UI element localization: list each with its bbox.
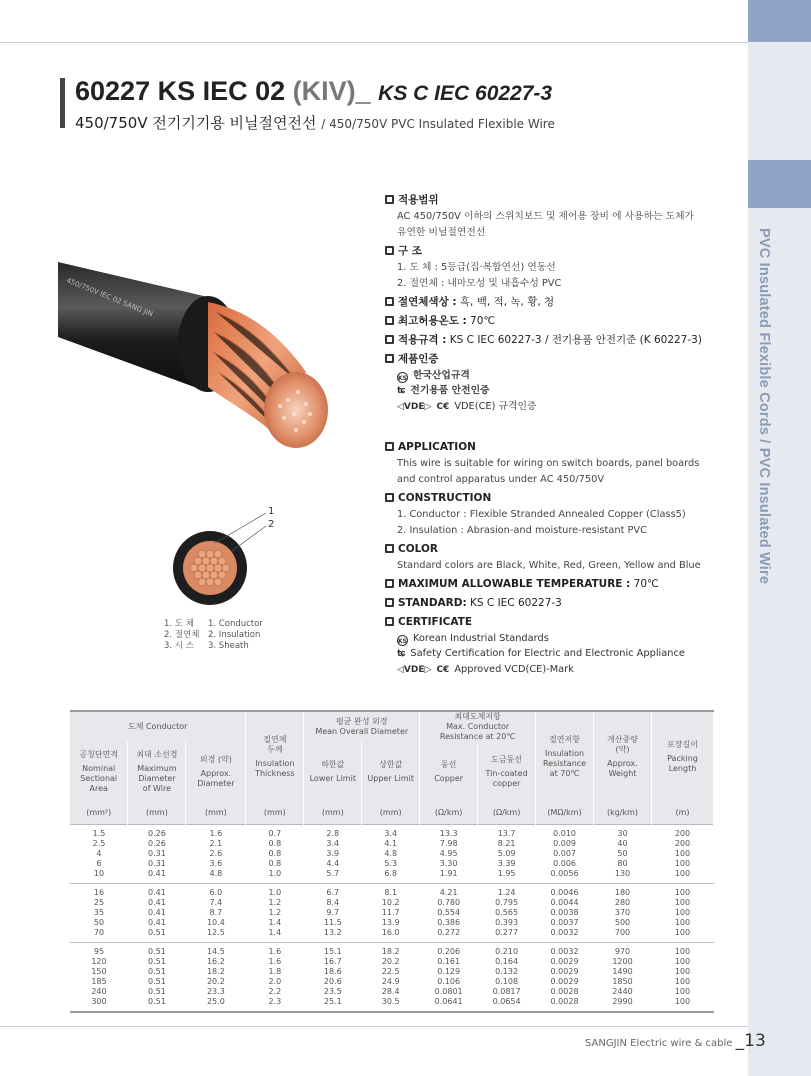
title-sep: _ xyxy=(355,76,379,106)
table-cell: 0.210 xyxy=(478,942,536,957)
title-accent-bar xyxy=(60,78,65,128)
table-cell: 2.3 xyxy=(268,996,282,1006)
table-cell: 100 xyxy=(674,858,691,868)
table-cell: 180 xyxy=(594,883,652,898)
table-cell: 5.3 xyxy=(384,858,398,868)
table-cell: 16.0 xyxy=(381,927,400,937)
spec-heading: CONSTRUCTION xyxy=(385,490,745,507)
bracket-icon xyxy=(385,246,394,255)
table-cell: 10.2 xyxy=(381,897,400,907)
table-cell: 300 xyxy=(91,996,107,1006)
table-cell: 0.51 xyxy=(128,942,186,957)
table-cell: 100 xyxy=(674,966,691,976)
table-cell: 100 xyxy=(674,907,691,917)
table-cell: 0.51 xyxy=(148,927,166,937)
table-cell: 4.95 xyxy=(439,848,458,858)
unit-cell: (mm) xyxy=(186,802,246,824)
table-cell: 0.51 xyxy=(148,976,166,986)
table-cell: 18.2 xyxy=(206,966,225,976)
table-cell: 0.0029 xyxy=(550,956,579,966)
table-row xyxy=(70,898,714,908)
table-cell: 1.0 xyxy=(246,883,304,898)
table-cell: 5.09 xyxy=(497,848,516,858)
table-cell: 25.1 xyxy=(323,996,342,1006)
table-cell: 0.206 xyxy=(420,942,478,957)
spec-heading: MAXIMUM ALLOWABLE TEMPERATURE : 70℃ xyxy=(385,576,745,593)
table-cell: 18.6 xyxy=(323,966,342,976)
footer-text: SANGJIN Electric wire & cable xyxy=(585,1038,736,1049)
table-cell: 95 xyxy=(70,942,128,957)
header-area: 공칭단면적 Nominal Sectional Area xyxy=(70,742,128,802)
table-cell: 6.7 xyxy=(304,883,362,898)
table-cell: 100 xyxy=(674,897,691,907)
side-section-label: PVC Insulated Flexible Cords / PVC Insulated Wire xyxy=(756,228,772,585)
table-cell: 3.39 xyxy=(497,858,516,868)
table-cell: 4.8 xyxy=(384,848,398,858)
table-cell: 2.2 xyxy=(268,986,282,996)
table-cell: 8.7 xyxy=(209,907,223,917)
bracket-icon xyxy=(385,579,394,588)
table-cell: 13.7 xyxy=(478,824,536,839)
table-cell: 0.41 xyxy=(128,883,186,898)
header-lower: 하한값 Lower Limit xyxy=(304,742,362,802)
table-cell: 0.31 xyxy=(148,858,166,868)
table-cell: 1.5 xyxy=(70,824,128,839)
table-cell: 280 xyxy=(614,897,631,907)
table-cell: 0.009 xyxy=(553,838,576,848)
page-subtitle xyxy=(75,112,555,133)
spec-heading: 최고허용온도 : 70℃ xyxy=(385,313,745,330)
side-tab-active xyxy=(748,160,811,208)
table-cell: 1.6 xyxy=(268,956,282,966)
table-cell: 1.6 xyxy=(186,824,246,839)
table-cell: 100 xyxy=(674,848,691,858)
table-cell: 8.21 xyxy=(497,838,516,848)
table-cell: 1.4 xyxy=(268,927,282,937)
table-cell: 0.8 xyxy=(268,848,282,858)
table-cell: 0.0654 xyxy=(492,996,521,1006)
table-cell: 130 xyxy=(614,868,631,878)
table-cell: 1.91 xyxy=(439,868,458,878)
callout-2: 2 xyxy=(268,519,275,530)
table-cell: 1490 xyxy=(612,966,633,976)
cross-section-callouts xyxy=(268,505,274,531)
side-bar xyxy=(748,42,811,160)
header-upper: 상한값 Upper Limit xyxy=(362,742,420,802)
table-cell: 100 xyxy=(674,976,691,986)
spec-section xyxy=(385,190,745,678)
footer-rule xyxy=(0,1026,748,1027)
header-insulation-resistance: 절연저항 Insulation Resistance at 70℃ xyxy=(536,711,594,802)
header-weight: 개산중량 (약) Approx. Weight xyxy=(594,711,652,802)
table-cell: 370 xyxy=(614,907,631,917)
table-cell: 120 xyxy=(91,956,107,966)
bracket-icon xyxy=(385,442,394,451)
table-cell: 80 xyxy=(617,858,628,868)
table-cell: 20.2 xyxy=(381,956,400,966)
table-cell: 100 xyxy=(674,868,691,878)
table-cell: 25.0 xyxy=(206,996,225,1006)
spec-heading: APPLICATION xyxy=(385,439,745,456)
table-cell: 970 xyxy=(594,942,652,957)
header-packing: 포장길이 Packing Length xyxy=(651,711,713,802)
table-cell: 8.1 xyxy=(362,883,420,898)
cross-section-diagram xyxy=(170,513,280,613)
ce-mark-icon: C€ xyxy=(436,402,450,412)
cert-item: ʨ 전기용품 안전인증 xyxy=(397,383,745,399)
spec-heading: 제품인증 xyxy=(385,351,745,368)
table-cell: 0.0037 xyxy=(550,917,579,927)
table-cell: 16.2 xyxy=(206,956,225,966)
table-cell: 9.7 xyxy=(326,907,340,917)
table-cell: 0.0032 xyxy=(536,942,594,957)
table-cell: 12.5 xyxy=(206,927,225,937)
table-cell: 0.0029 xyxy=(550,976,579,986)
table-row xyxy=(70,839,714,849)
cert-item: ʨ Safety Certification for Electric and Electronic Appliance xyxy=(397,646,745,662)
table-row xyxy=(70,918,714,928)
table-cell: 1.2 xyxy=(268,907,282,917)
header-mean-diameter: 평균 완성 외경 Mean Overall Diameter xyxy=(304,711,420,742)
table-cell: 1.0 xyxy=(268,868,282,878)
table-cell: 500 xyxy=(614,917,631,927)
table-cell: 10.4 xyxy=(206,917,225,927)
table-cell: 1.6 xyxy=(246,942,304,957)
page-title xyxy=(75,76,552,107)
table-cell: 0.31 xyxy=(148,848,166,858)
table-cell: 2.6 xyxy=(209,848,223,858)
table-cell: 1.8 xyxy=(268,966,282,976)
table-row xyxy=(70,928,714,943)
table-cell: 0.0029 xyxy=(550,966,579,976)
table-cell: 1.24 xyxy=(478,883,536,898)
table-cell: 1850 xyxy=(612,976,633,986)
spec-body: This wire is suitable for wiring on switch boards, panel boards and control apparatus under AC 450/750V xyxy=(397,458,700,485)
table-cell: 0.41 xyxy=(148,907,166,917)
table-cell: 240 xyxy=(91,986,107,996)
page-number: _13 xyxy=(735,1031,766,1051)
table-cell: 0.0817 xyxy=(492,986,521,996)
table-cell: 2440 xyxy=(612,986,633,996)
page-footer xyxy=(585,1031,766,1051)
table-cell: 16.7 xyxy=(323,956,342,966)
table-cell: 2.0 xyxy=(268,976,282,986)
table-cell: 7.98 xyxy=(439,838,458,848)
spec-heading: 적용범위 xyxy=(385,192,745,209)
unit-cell: (mm) xyxy=(246,802,304,824)
table-cell: 16 xyxy=(70,883,128,898)
table-cell: 0.0046 xyxy=(536,883,594,898)
table-cell: 14.5 xyxy=(186,942,246,957)
table-cell: 100 xyxy=(651,942,713,957)
table-cell: 11.7 xyxy=(381,907,400,917)
safety-mark-icon: ʨ xyxy=(397,386,406,396)
table-row xyxy=(70,997,714,1012)
table-cell: 0.006 xyxy=(553,858,576,868)
table-cell: 13.2 xyxy=(323,927,342,937)
table-row xyxy=(70,824,714,839)
table-cell: 0.007 xyxy=(553,848,576,858)
table-row xyxy=(70,967,714,977)
table-cell: 35 xyxy=(93,907,105,917)
title-standard: KS C IEC 60227-3 xyxy=(378,82,553,105)
table-row xyxy=(70,977,714,987)
table-cell: 0.26 xyxy=(128,824,186,839)
table-row xyxy=(70,987,714,997)
table-cell: 25 xyxy=(93,897,105,907)
table-cell: 100 xyxy=(651,883,713,898)
table-cell: 0.0028 xyxy=(550,986,579,996)
table-cell: 1.2 xyxy=(268,897,282,907)
unit-cell: (mm) xyxy=(304,802,362,824)
table-cell: 30.5 xyxy=(381,996,400,1006)
unit-cell: (Ω/km) xyxy=(420,802,478,824)
table-cell: 7.4 xyxy=(209,897,223,907)
table-cell: 0.51 xyxy=(148,956,166,966)
bracket-icon xyxy=(385,195,394,204)
spec-body: 1. Conductor : Flexible Stranded Annealed Copper (Class5) 2. Insulation : Abrasion-and moisture-resistant PVC xyxy=(397,509,686,536)
title-paren: (KIV) xyxy=(292,76,356,106)
table-cell: 0.26 xyxy=(148,838,166,848)
callout-1: 1 xyxy=(268,506,275,517)
table-cell: 0.0801 xyxy=(434,986,463,996)
table-row xyxy=(70,883,714,898)
bracket-icon xyxy=(385,493,394,502)
table-cell: 100 xyxy=(674,927,691,937)
legend-item: 2. 절연체 2. Insulation xyxy=(164,630,261,640)
table-cell: 28.4 xyxy=(381,986,400,996)
unit-cell: (Ω/km) xyxy=(478,802,536,824)
table-cell: 0.277 xyxy=(495,927,519,937)
table-row xyxy=(70,859,714,869)
table-cell: 20.2 xyxy=(206,976,225,986)
bracket-icon xyxy=(385,617,394,626)
table-cell: 2.1 xyxy=(209,838,223,848)
bracket-icon xyxy=(385,297,394,306)
table-cell: 0.780 xyxy=(437,897,461,907)
table-cell: 0.164 xyxy=(495,956,519,966)
table-cell: 1.95 xyxy=(497,868,516,878)
cert-list xyxy=(385,368,745,415)
spec-heading: 적용규격 : KS C IEC 60227-3 / 전기용품 안전기준 (K 60227-3) xyxy=(385,332,745,349)
bracket-icon xyxy=(385,598,394,607)
cert-item: KS Korean Industrial Standards xyxy=(398,633,549,645)
spec-table xyxy=(70,710,714,1013)
unit-cell: (kg/km) xyxy=(594,802,652,824)
cert-list xyxy=(385,631,745,678)
cable-photo xyxy=(58,242,348,452)
spec-heading: COLOR xyxy=(385,541,745,558)
bracket-icon xyxy=(385,354,394,363)
unit-cell: (MΩ/km) xyxy=(536,802,594,824)
spec-heading: 절연체색상 : 흑, 백, 적, 녹, 황, 청 xyxy=(385,294,745,311)
table-cell: 50 xyxy=(93,917,105,927)
table-cell: 0.41 xyxy=(148,897,166,907)
table-cell: 1200 xyxy=(612,956,633,966)
table-cell: 0.51 xyxy=(148,986,166,996)
spec-body: AC 450/750V 이하의 스위치보드 및 제어용 장비 에 사용하는 도체가 유연한 비닐절연전선 xyxy=(397,211,695,238)
header-resistance: 최대도체저항 Max. Conductor Resistance at 20℃ xyxy=(420,711,536,742)
legend-item: 1. 도 체 1. Conductor xyxy=(164,619,263,629)
table-cell: 0.8 xyxy=(268,838,282,848)
table-cell: 0.0641 xyxy=(434,996,463,1006)
table-row xyxy=(70,849,714,859)
table-cell: 0.554 xyxy=(437,907,461,917)
units-row xyxy=(70,802,714,824)
table-cell: 30 xyxy=(594,824,652,839)
table-cell: 4.8 xyxy=(209,868,223,878)
table-cell: 8.4 xyxy=(326,897,340,907)
table-cell: 0.51 xyxy=(148,996,166,1006)
table-cell: 3.4 xyxy=(362,824,420,839)
safety-mark-icon: ʨ xyxy=(397,649,406,659)
table-cell: 200 xyxy=(674,838,691,848)
table-cell: 0.41 xyxy=(148,868,166,878)
table-cell: 2.8 xyxy=(304,824,362,839)
table-cell: 0.393 xyxy=(495,917,519,927)
table-row xyxy=(70,942,714,957)
table-cell: 185 xyxy=(91,976,107,986)
table-row xyxy=(70,957,714,967)
table-cell: 0.0044 xyxy=(550,897,579,907)
vde-mark-icon: ◁VDE▷ xyxy=(397,402,432,412)
table-cell: 1.4 xyxy=(268,917,282,927)
table-cell: 100 xyxy=(674,996,691,1006)
table-body xyxy=(70,824,714,1012)
table-cell: 4 xyxy=(96,848,102,858)
table-cell: 0.010 xyxy=(536,824,594,839)
table-cell: 100 xyxy=(674,986,691,996)
title-main: 60227 KS IEC 02 xyxy=(75,76,293,106)
table-cell: 15.1 xyxy=(304,942,362,957)
table-cell: 100 xyxy=(674,956,691,966)
table-cell: 0.795 xyxy=(495,897,519,907)
table-cell: 0.161 xyxy=(437,956,461,966)
bracket-icon xyxy=(385,544,394,553)
unit-cell: (mm) xyxy=(362,802,420,824)
table-cell: 24.9 xyxy=(381,976,400,986)
table-cell: 4.21 xyxy=(420,883,478,898)
table-cell: 0.8 xyxy=(268,858,282,868)
ce-mark-icon: C€ xyxy=(436,665,450,675)
spec-heading: STANDARD: KS C IEC 60227-3 xyxy=(385,595,745,612)
top-rule xyxy=(0,42,748,43)
subtitle-en: / 450/750V PVC Insulated Flexible Wire xyxy=(321,117,555,131)
table-cell: 700 xyxy=(614,927,631,937)
table-cell: 6.0 xyxy=(186,883,246,898)
table-cell: 11.5 xyxy=(323,917,342,927)
table-cell: 0.41 xyxy=(148,917,166,927)
spec-heading: CERTIFICATE xyxy=(385,614,745,631)
ks-mark-icon: KS xyxy=(397,372,408,383)
table-cell: 0.386 xyxy=(437,917,461,927)
table-cell: 23.3 xyxy=(206,986,225,996)
table-cell: 20.6 xyxy=(323,976,342,986)
table-cell: 150 xyxy=(91,966,107,976)
table-cell: 5.7 xyxy=(326,868,340,878)
cert-item: ◁VDE▷ C€ Approved VCD(CE)-Mark xyxy=(397,662,745,678)
spec-body: 1. 도 체 : 5등급(집·복합연선) 연동선 2. 절연체 : 내마모성 및 내흡수성 PVC xyxy=(397,262,562,289)
side-tab-top xyxy=(748,0,811,42)
table-cell: 0.106 xyxy=(437,976,461,986)
table-cell: 40 xyxy=(617,838,628,848)
table-cell: 2990 xyxy=(612,996,633,1006)
table-cell: 3.30 xyxy=(439,858,458,868)
unit-cell: (mm) xyxy=(128,802,186,824)
table-cell: 0.132 xyxy=(495,966,519,976)
table-cell: 6 xyxy=(96,858,102,868)
table-cell: 0.0032 xyxy=(550,927,579,937)
cross-section-legend xyxy=(164,619,263,652)
table-cell: 0.0028 xyxy=(550,996,579,1006)
header-diameter: 외경 (약) Approx. Diameter xyxy=(186,742,246,802)
table-cell: 0.108 xyxy=(495,976,519,986)
table-cell: 22.5 xyxy=(381,966,400,976)
table-cell: 100 xyxy=(674,917,691,927)
header-conductor: 도체 Conductor xyxy=(70,711,246,742)
table-cell: 18.2 xyxy=(362,942,420,957)
unit-cell: (m) xyxy=(651,802,713,824)
table-row xyxy=(70,908,714,918)
table-cell: 0.129 xyxy=(437,966,461,976)
table-cell: 0.565 xyxy=(495,907,519,917)
table-cell: 0.0056 xyxy=(550,868,579,878)
table-cell: 3.6 xyxy=(209,858,223,868)
table-cell: 2.5 xyxy=(92,838,106,848)
table-cell: 13.3 xyxy=(420,824,478,839)
header-wire: 최대 소선경 Maximum Diameter of Wire xyxy=(128,742,186,802)
table-cell: 0.0038 xyxy=(550,907,579,917)
table-cell: 3.9 xyxy=(326,848,340,858)
table-cell: 4.1 xyxy=(384,838,398,848)
table-row xyxy=(70,869,714,884)
table-cell: 6.8 xyxy=(384,868,398,878)
table-cell: 200 xyxy=(651,824,713,839)
vde-mark-icon: ◁VDE▷ xyxy=(397,665,432,675)
cert-item: ◁VDE▷ C€ VDE(CE) 규격인증 xyxy=(397,399,745,415)
table-cell: 0.51 xyxy=(148,966,166,976)
spec-heading: 구 조 xyxy=(385,243,745,260)
legend-item: 3. 시 스 3. Sheath xyxy=(164,641,249,651)
unit-cell: (mm²) xyxy=(70,802,128,824)
table-cell: 13.9 xyxy=(381,917,400,927)
header-tin-copper: 도금동선 Tin-coated copper xyxy=(478,742,536,802)
cable-print-text: 450/750V IEC 02 SANG JIN xyxy=(65,276,154,319)
bracket-icon xyxy=(385,316,394,325)
bracket-icon xyxy=(385,335,394,344)
table-cell: 23.5 xyxy=(323,986,342,996)
table-cell: 70 xyxy=(93,927,105,937)
header-copper: 동선 Copper xyxy=(420,742,478,802)
table-cell: 10 xyxy=(93,868,105,878)
table-cell: 50 xyxy=(617,848,628,858)
spec-body: Standard colors are Black, White, Red, Green, Yellow and Blue xyxy=(397,560,701,571)
table-cell: 0.272 xyxy=(437,927,461,937)
header-insulation: 절연체 두께 Insulation Thickness xyxy=(246,711,304,802)
subtitle-ko: 450/750V 전기기기용 비닐절연전선 xyxy=(75,114,322,132)
ks-mark-icon: KS xyxy=(397,635,408,646)
table-cell: 0.7 xyxy=(246,824,304,839)
table-cell: 3.4 xyxy=(326,838,340,848)
table-cell: 4.4 xyxy=(326,858,340,868)
cert-item: KS 한국산업규격 xyxy=(398,370,470,382)
